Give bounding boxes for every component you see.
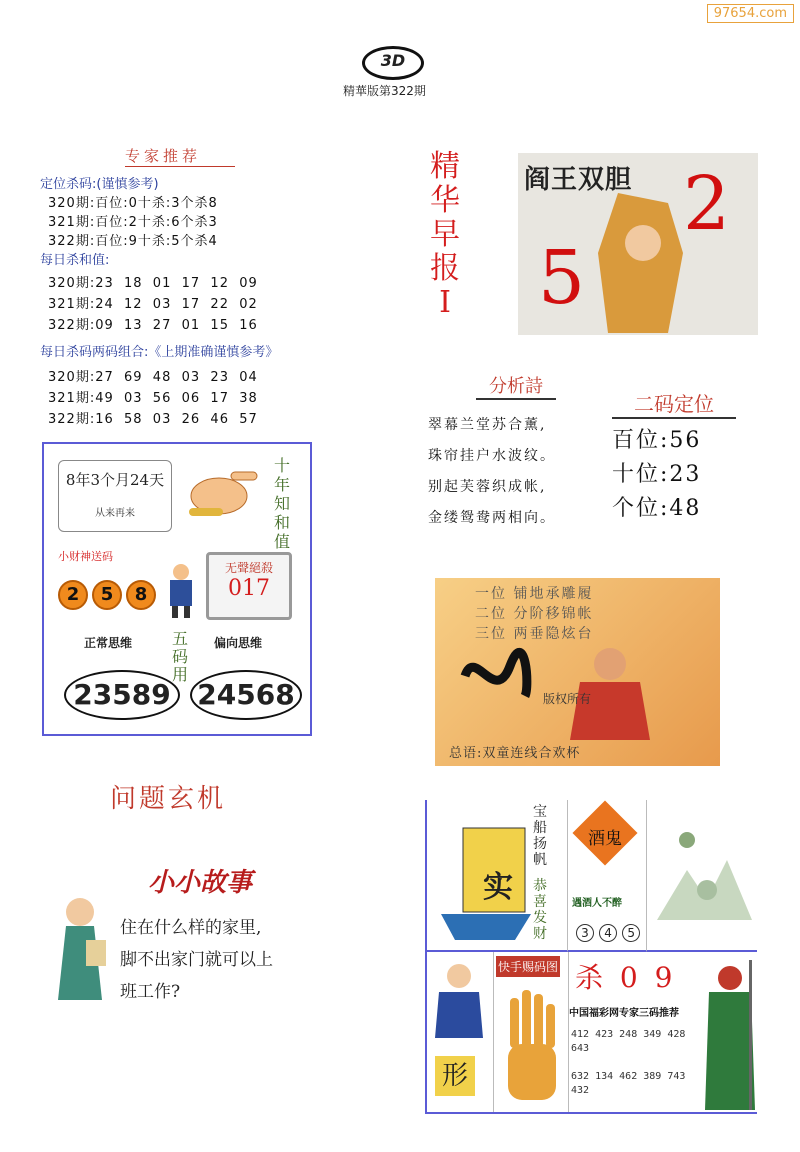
riddle-heading: 问题玄机 [110,784,227,814]
title-char: 早 [430,217,460,252]
expert-title: 专家推荐 [125,145,235,167]
boat-side-top: 宝船扬帆 [533,804,547,868]
poster-line: 三位 两垂隐炫台 [475,626,594,642]
cartoon-panel [42,442,312,736]
poster-footer: 总语:双童连线合欢杯 [449,746,581,761]
poster-line: 二位 分阶移锦帐 [475,606,594,622]
diamond-text: 酒鬼 [588,829,622,849]
speech-bubble [58,460,172,532]
warrior-figure-icon [164,562,198,620]
combo-label: 每日杀码两码组合:《上期准确谨慎参考》 [40,345,279,360]
combo-row: 322期:16 58 03 26 46 57 [48,412,258,427]
shape-cell [427,952,494,1112]
poem-line: 金缕鸳鸯两相向。 [428,510,556,526]
landscape-painting-icon [647,800,757,950]
boat-char: 实 [483,870,513,905]
two-code-body [612,424,701,526]
lottery-grid [425,800,757,1114]
title-char: 华 [430,183,460,218]
drunkard-cell [568,800,647,952]
story-line: 脚不出家门就可以上 [120,950,273,970]
hundreds-line: 百位:56 [612,428,702,453]
story-text [120,912,300,1008]
kill-label: 定位杀码:(谨慎参考) [40,177,159,192]
grid-expert-row: 412 423 248 349 428 643 [571,1029,686,1054]
sum-row: 322期:09 13 27 01 15 16 [48,318,258,333]
issue-number: 精華版第322期 [343,84,426,98]
grid-expert-row: 632 134 462 389 743 432 [571,1071,686,1096]
image-caption: 阎王双胆 [524,165,633,195]
ball: 5 [92,580,122,610]
tv-value: 017 [228,576,270,601]
grid-expert-title: 中国福彩网专家三码推荐 [569,1008,679,1019]
ball-row [58,580,160,610]
poem-line: 翠幕兰堂苏合薰, [428,417,547,433]
side-vertical-text: 十年知和值 [274,456,291,551]
title-char: 报 [430,251,460,286]
expert-section [40,145,360,427]
diamond-sub: 遇酒人不醉 [572,898,622,909]
diamond-num: 5 [622,924,640,942]
calligraphy-icon [455,646,535,706]
sum-row: 320期:23 18 01 17 12 09 [48,276,258,291]
small-caishen-label: 小财神送码 [58,550,113,563]
boat-side-bottom: 恭喜发财 [533,878,547,942]
story-title: 小小故事 [148,868,253,898]
story-line: 住在什么样的家里, [120,918,262,938]
yanwang-figure-icon [588,193,698,333]
title-char: I [439,285,451,320]
tv-box [206,552,292,620]
yanwang-image [518,153,758,335]
3d-logo: 3D [362,46,424,80]
site-watermark: 97654.com [707,4,794,23]
bubble-sub: 从来再来 [95,508,135,519]
landscape-cell [647,800,757,952]
poster-lines [475,584,593,644]
expert-cell [569,952,757,1112]
poem-line: 珠帘挂户水波纹。 [428,448,556,464]
left-number: 23589 [64,670,180,720]
right-number: 24568 [190,670,302,720]
hand-cell [494,952,569,1112]
jinghua-vertical-title [428,150,462,320]
combo-row: 320期:27 69 48 03 23 04 [48,370,258,385]
sum-row: 321期:24 12 03 17 22 02 [48,297,258,312]
big-number-left: 5 [538,235,586,321]
tens-line: 十位:23 [612,462,702,487]
left-caption: 正常思维 [84,636,133,650]
pointing-hand-icon [179,462,259,522]
poem-title: 分析詩 [476,372,556,400]
kill-row: 322期:百位:9十杀:5个杀4 [48,234,218,249]
official-figure-icon [431,958,487,1038]
kill-row: 320期:百位:0十杀:3个杀8 [48,196,218,211]
diamond-num: 4 [599,924,617,942]
poster-line: 一位 铺地承雕履 [475,586,594,602]
diamond-num: 3 [576,924,594,942]
poster-image [435,578,720,766]
combo-row: 321期:49 03 56 06 17 38 [48,391,258,406]
poem-line: 别起芙蓉织成帐, [428,479,547,495]
tv-label: 无聲絕殺 [224,561,273,575]
poster-stamp: 版权所有 [543,692,592,706]
poem-body [428,410,556,534]
middle-caption: 五码用 [172,629,189,684]
boat-cell [427,800,568,952]
two-code-title: 二码定位 [612,388,736,419]
ones-line: 个位:48 [612,496,702,521]
guan-yu-figure-icon [703,960,757,1110]
story-line: 班工作? [120,982,181,1002]
ball: 2 [58,580,88,610]
kill-row: 321期:百位:2十杀:6个杀3 [48,215,218,230]
bubble-text: 8年3个月24天 [65,471,165,489]
right-caption: 偏向思维 [214,636,263,650]
grid-kill-label: 杀 0 9 [575,961,677,994]
ball: 8 [126,580,156,610]
shape-char: 形 [435,1056,475,1096]
hand-icon [502,988,562,1106]
title-char: 精 [430,149,460,184]
hand-title: 快手赐码图 [496,956,560,977]
big-number-right: 2 [683,161,731,247]
storyteller-figure-icon [48,890,112,1010]
sum-label: 每日杀和值: [40,253,110,268]
diamond-nums [576,922,640,942]
